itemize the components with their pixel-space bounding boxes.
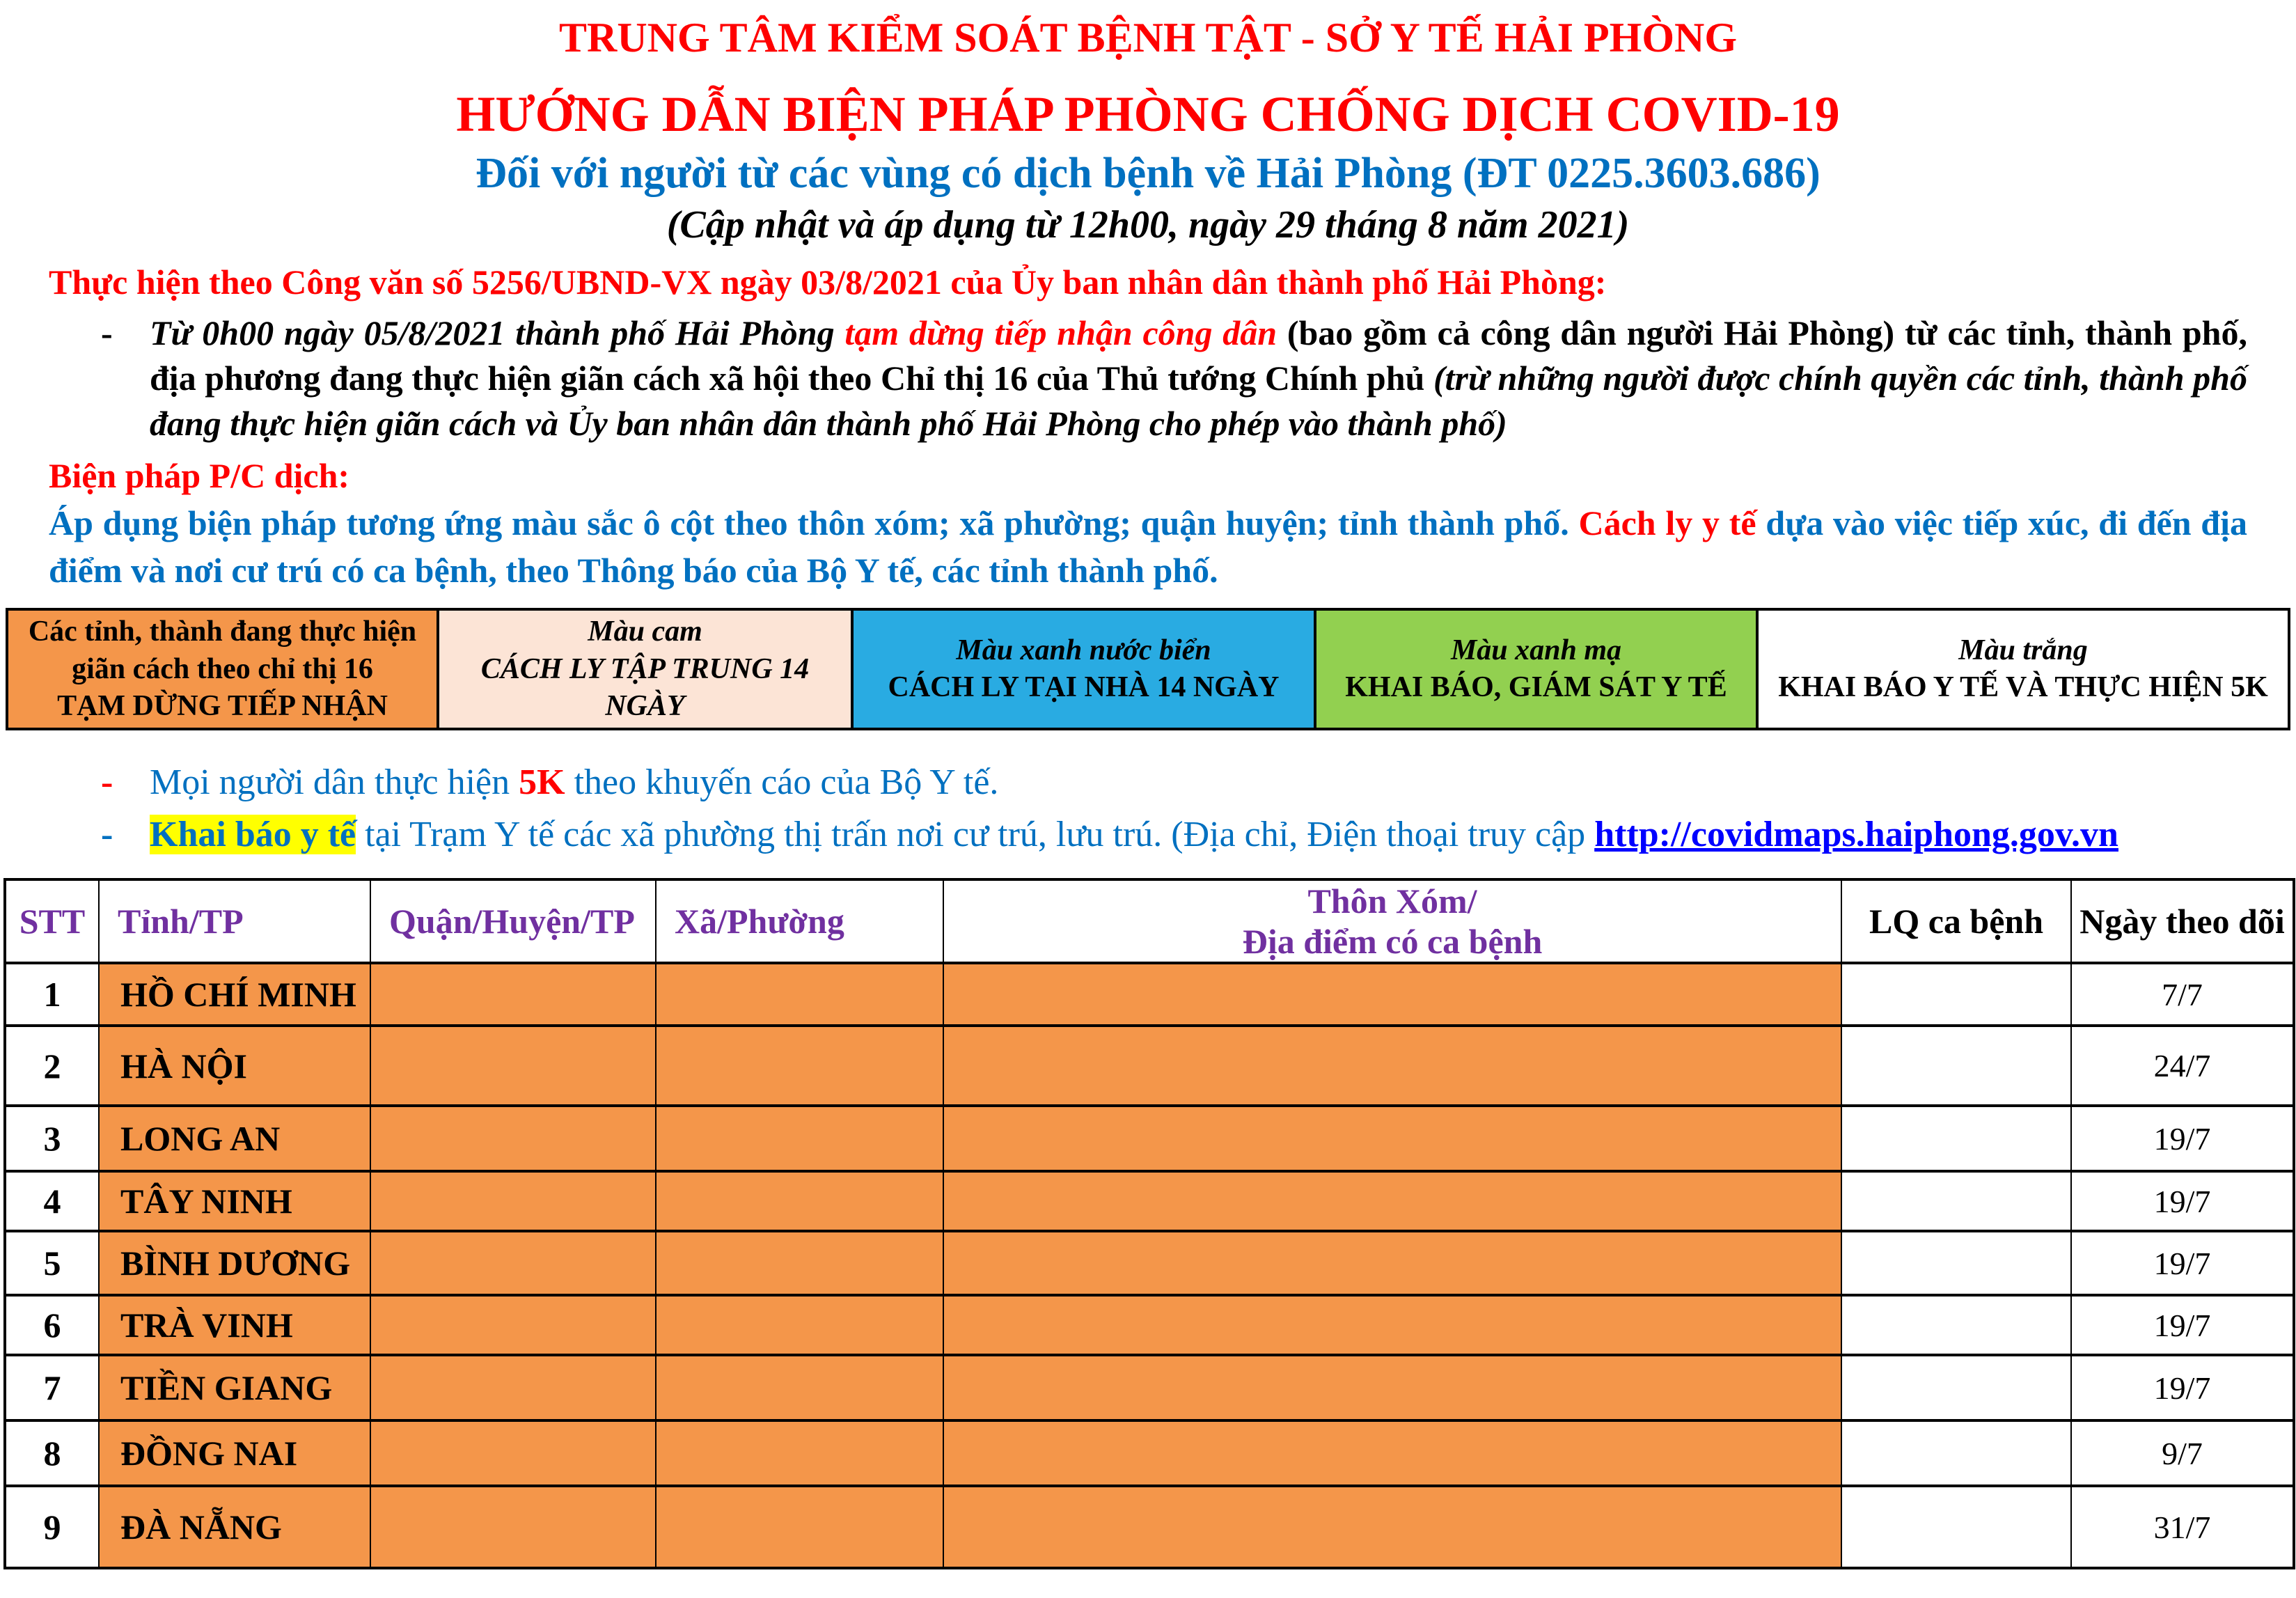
cell-ward <box>656 1420 943 1486</box>
header-province: Tỉnh/TP <box>99 879 370 963</box>
cell-hamlet <box>943 1106 1841 1171</box>
cell-follow_date: 19/7 <box>2071 1355 2294 1420</box>
cell-hamlet <box>943 1295 1841 1355</box>
table-row <box>5 1171 2294 1231</box>
legend-line1: Màu xanh nước biển <box>956 634 1211 666</box>
legend-cell-sea-blue <box>851 611 1314 728</box>
bullet-part-stop-accepting: tạm dừng tiếp nhận công dân <box>844 313 1277 353</box>
table-row <box>5 1295 2294 1355</box>
page-title: HƯỚNG DẪN BIỆN PHÁP PHÒNG CHỐNG DỊCH COVID-19 <box>456 86 1840 142</box>
cell-hamlet <box>943 1026 1841 1106</box>
cell-district <box>370 1026 656 1106</box>
cell-follow_date: 24/7 <box>2071 1026 2294 1106</box>
cell-follow_date: 19/7 <box>2071 1171 2294 1231</box>
cell-district <box>370 1486 656 1568</box>
cell-hamlet <box>943 1420 1841 1486</box>
cell-province: HÀ NỘI <box>99 1026 370 1106</box>
cell-ward <box>656 1295 943 1355</box>
cell-province: TRÀ VINH <box>99 1295 370 1355</box>
legend-cell-green <box>1314 611 1756 728</box>
cell-hamlet <box>943 1231 1841 1295</box>
cell-lq <box>1841 1026 2071 1106</box>
bullet-part-date: Từ 0h00 ngày 05/8/2021 thành phố Hải Phòng <box>150 313 845 353</box>
cell-district <box>370 1420 656 1486</box>
cell-lq <box>1841 1355 2071 1420</box>
note-part: tại Trạm Y tế các xã phường thị trấn nơi cư trú, lưu trú. (Địa chỉ, Điện thoại truy cập <box>356 815 1595 855</box>
cell-lq <box>1841 963 2071 1026</box>
cell-ward <box>656 1171 943 1231</box>
intro-section <box>49 260 2247 594</box>
cell-hamlet <box>943 963 1841 1026</box>
notes-section <box>49 760 2247 857</box>
table-body <box>5 963 2294 1568</box>
color-legend <box>6 608 2290 730</box>
note-part: Mọi người dân thực hiện <box>150 762 519 803</box>
cell-district <box>370 1295 656 1355</box>
cell-lq <box>1841 1106 2071 1171</box>
document-header <box>0 0 2296 247</box>
legend-line1: Màu xanh mạ <box>1450 634 1622 666</box>
cell-lq <box>1841 1420 2071 1486</box>
measures-part3: dựa vào việc tiếp xúc, đi đến địa điểm và nơi cư trú có ca bệnh, theo Thông báo của Bộ Y tế, các tỉnh thành phố. <box>49 503 2248 590</box>
cell-ward <box>656 1355 943 1420</box>
table-row <box>5 1106 2294 1171</box>
cell-district <box>370 1171 656 1231</box>
header-hamlet-line2: Địa điểm có ca bệnh <box>1242 922 1543 962</box>
cell-district <box>370 1355 656 1420</box>
cell-district <box>370 963 656 1026</box>
cell-lq <box>1841 1231 2071 1295</box>
note-5k-text <box>150 760 998 805</box>
health-declaration-highlight: Khai báo y tế <box>150 815 356 855</box>
legend-cell-lockdown-provinces <box>8 611 437 728</box>
table-row <box>5 1026 2294 1106</box>
cell-stt: 5 <box>5 1231 99 1295</box>
cell-province: TÂY NINH <box>99 1171 370 1231</box>
bullet-dash: - <box>101 313 113 353</box>
cell-province: BÌNH DƯƠNG <box>99 1231 370 1295</box>
note-declaration <box>49 812 2247 857</box>
legend-line2: KHAI BÁO, GIÁM SÁT Y TẾ <box>1345 671 1727 704</box>
intro-bullet-text <box>150 311 2247 446</box>
cell-stt: 7 <box>5 1355 99 1420</box>
bullet-part-detail: (bao gồm cả công dân người Hải Phòng) từ các tỉnh, thành phố, địa phương đang thực hiện giãn cách xã hội theo Chỉ thị 16 của Thủ tướng Chính phủ <box>150 313 2247 398</box>
cell-stt: 3 <box>5 1106 99 1171</box>
covidmaps-link[interactable]: http://covidmaps.haiphong.gov.vn <box>1594 815 2118 855</box>
header-follow-date: Ngày theo dõi <box>2071 879 2294 963</box>
organization-title: TRUNG TÂM KIỂM SOÁT BỆNH TẬT - SỞ Y TẾ HẢI PHÒNG <box>559 15 1737 61</box>
cell-province: LONG AN <box>99 1106 370 1171</box>
cell-province: TIỀN GIANG <box>99 1355 370 1420</box>
cell-hamlet <box>943 1355 1841 1420</box>
cell-stt: 6 <box>5 1295 99 1355</box>
cell-follow_date: 19/7 <box>2071 1106 2294 1171</box>
legend-line2: TẠM DỪNG TIẾP NHẬN <box>57 690 388 723</box>
provinces-table <box>3 878 2295 1569</box>
header-stt: STT <box>5 879 99 963</box>
table-row <box>5 1486 2294 1568</box>
cell-province: ĐỒNG NAI <box>99 1420 370 1486</box>
table-row <box>5 963 2294 1026</box>
header-hamlet-line1: Thôn Xóm/ <box>1307 882 1477 921</box>
note-part: theo khuyến cáo của Bộ Y tế. <box>565 762 999 803</box>
cell-lq <box>1841 1486 2071 1568</box>
cell-lq <box>1841 1171 2071 1231</box>
cell-district <box>370 1106 656 1171</box>
measures-text <box>49 500 2247 594</box>
measures-quarantine: Cách ly y tế <box>1578 503 1756 543</box>
cell-stt: 4 <box>5 1171 99 1231</box>
cell-stt: 1 <box>5 963 99 1026</box>
legend-line2: KHAI BÁO Y TẾ VÀ THỰC HIỆN 5K <box>1778 671 2268 704</box>
cell-stt: 8 <box>5 1420 99 1486</box>
legend-line1: Màu trắng <box>1958 634 2088 666</box>
cell-follow_date: 19/7 <box>2071 1295 2294 1355</box>
header-district: Quận/Huyện/TP <box>370 879 656 963</box>
cell-hamlet <box>943 1171 1841 1231</box>
cell-follow_date: 31/7 <box>2071 1486 2294 1568</box>
header-lq: LQ ca bệnh <box>1841 879 2071 963</box>
legend-cell-orange <box>437 611 851 728</box>
bullet-dash: - <box>101 762 113 803</box>
cell-hamlet <box>943 1486 1841 1568</box>
cell-follow_date: 19/7 <box>2071 1231 2294 1295</box>
cell-stt: 2 <box>5 1026 99 1106</box>
update-note: (Cập nhật và áp dụng từ 12h00, ngày 29 tháng 8 năm 2021) <box>666 203 1630 247</box>
measures-heading: Biện pháp P/C dịch: <box>49 456 350 496</box>
cell-ward <box>656 1026 943 1106</box>
cell-province: HỒ CHÍ MINH <box>99 963 370 1026</box>
header-hamlet <box>943 879 1841 963</box>
legend-line1: Các tỉnh, thành đang thực hiện giãn cách theo chỉ thị 16 <box>28 615 417 685</box>
measures-part1: Áp dụng biện pháp tương ứng màu sắc ô cột theo thôn xóm; xã phường; quận huyện; tỉnh thành phố. <box>49 503 1579 543</box>
cell-follow_date: 9/7 <box>2071 1420 2294 1486</box>
cell-stt: 9 <box>5 1486 99 1568</box>
page-subtitle: Đối với người từ các vùng có dịch bệnh về Hải Phòng (ĐT 0225.3603.686) <box>475 149 1821 197</box>
table-row <box>5 1231 2294 1295</box>
table-row <box>5 1420 2294 1486</box>
cell-ward <box>656 1106 943 1171</box>
cell-ward <box>656 1231 943 1295</box>
table-row <box>5 1355 2294 1420</box>
table-header-row <box>5 879 2294 963</box>
legend-line2: CÁCH LY TẬP TRUNG 14 NGÀY <box>480 652 810 723</box>
cell-ward <box>656 1486 943 1568</box>
legend-line2: CÁCH LY TẠI NHÀ 14 NGÀY <box>888 671 1280 704</box>
cell-ward <box>656 963 943 1026</box>
bullet-dash: - <box>101 815 113 855</box>
intro-bullet <box>49 311 2247 446</box>
note-5k-label: 5K <box>519 762 565 803</box>
cell-district <box>370 1231 656 1295</box>
intro-heading: Thực hiện theo Công văn số 5256/UBND-VX ngày 03/8/2021 của Ủy ban nhân dân thành phố Hải Phòng: <box>49 263 1607 302</box>
note-5k <box>49 760 2247 805</box>
legend-cell-white <box>1756 611 2288 728</box>
cell-lq <box>1841 1295 2071 1355</box>
cell-follow_date: 7/7 <box>2071 963 2294 1026</box>
legend-line1: Màu cam <box>588 615 702 648</box>
note-declaration-text <box>150 812 2118 857</box>
header-ward: Xã/Phường <box>656 879 943 963</box>
bullet-part-exception: (trừ những người được chính quyền các tỉnh, thành phố đang thực hiện giãn cách và Ủy ban nhân dân thành phố Hải Phòng cho phép vào thành phố) <box>150 359 2247 444</box>
cell-province: ĐÀ NẴNG <box>99 1486 370 1568</box>
